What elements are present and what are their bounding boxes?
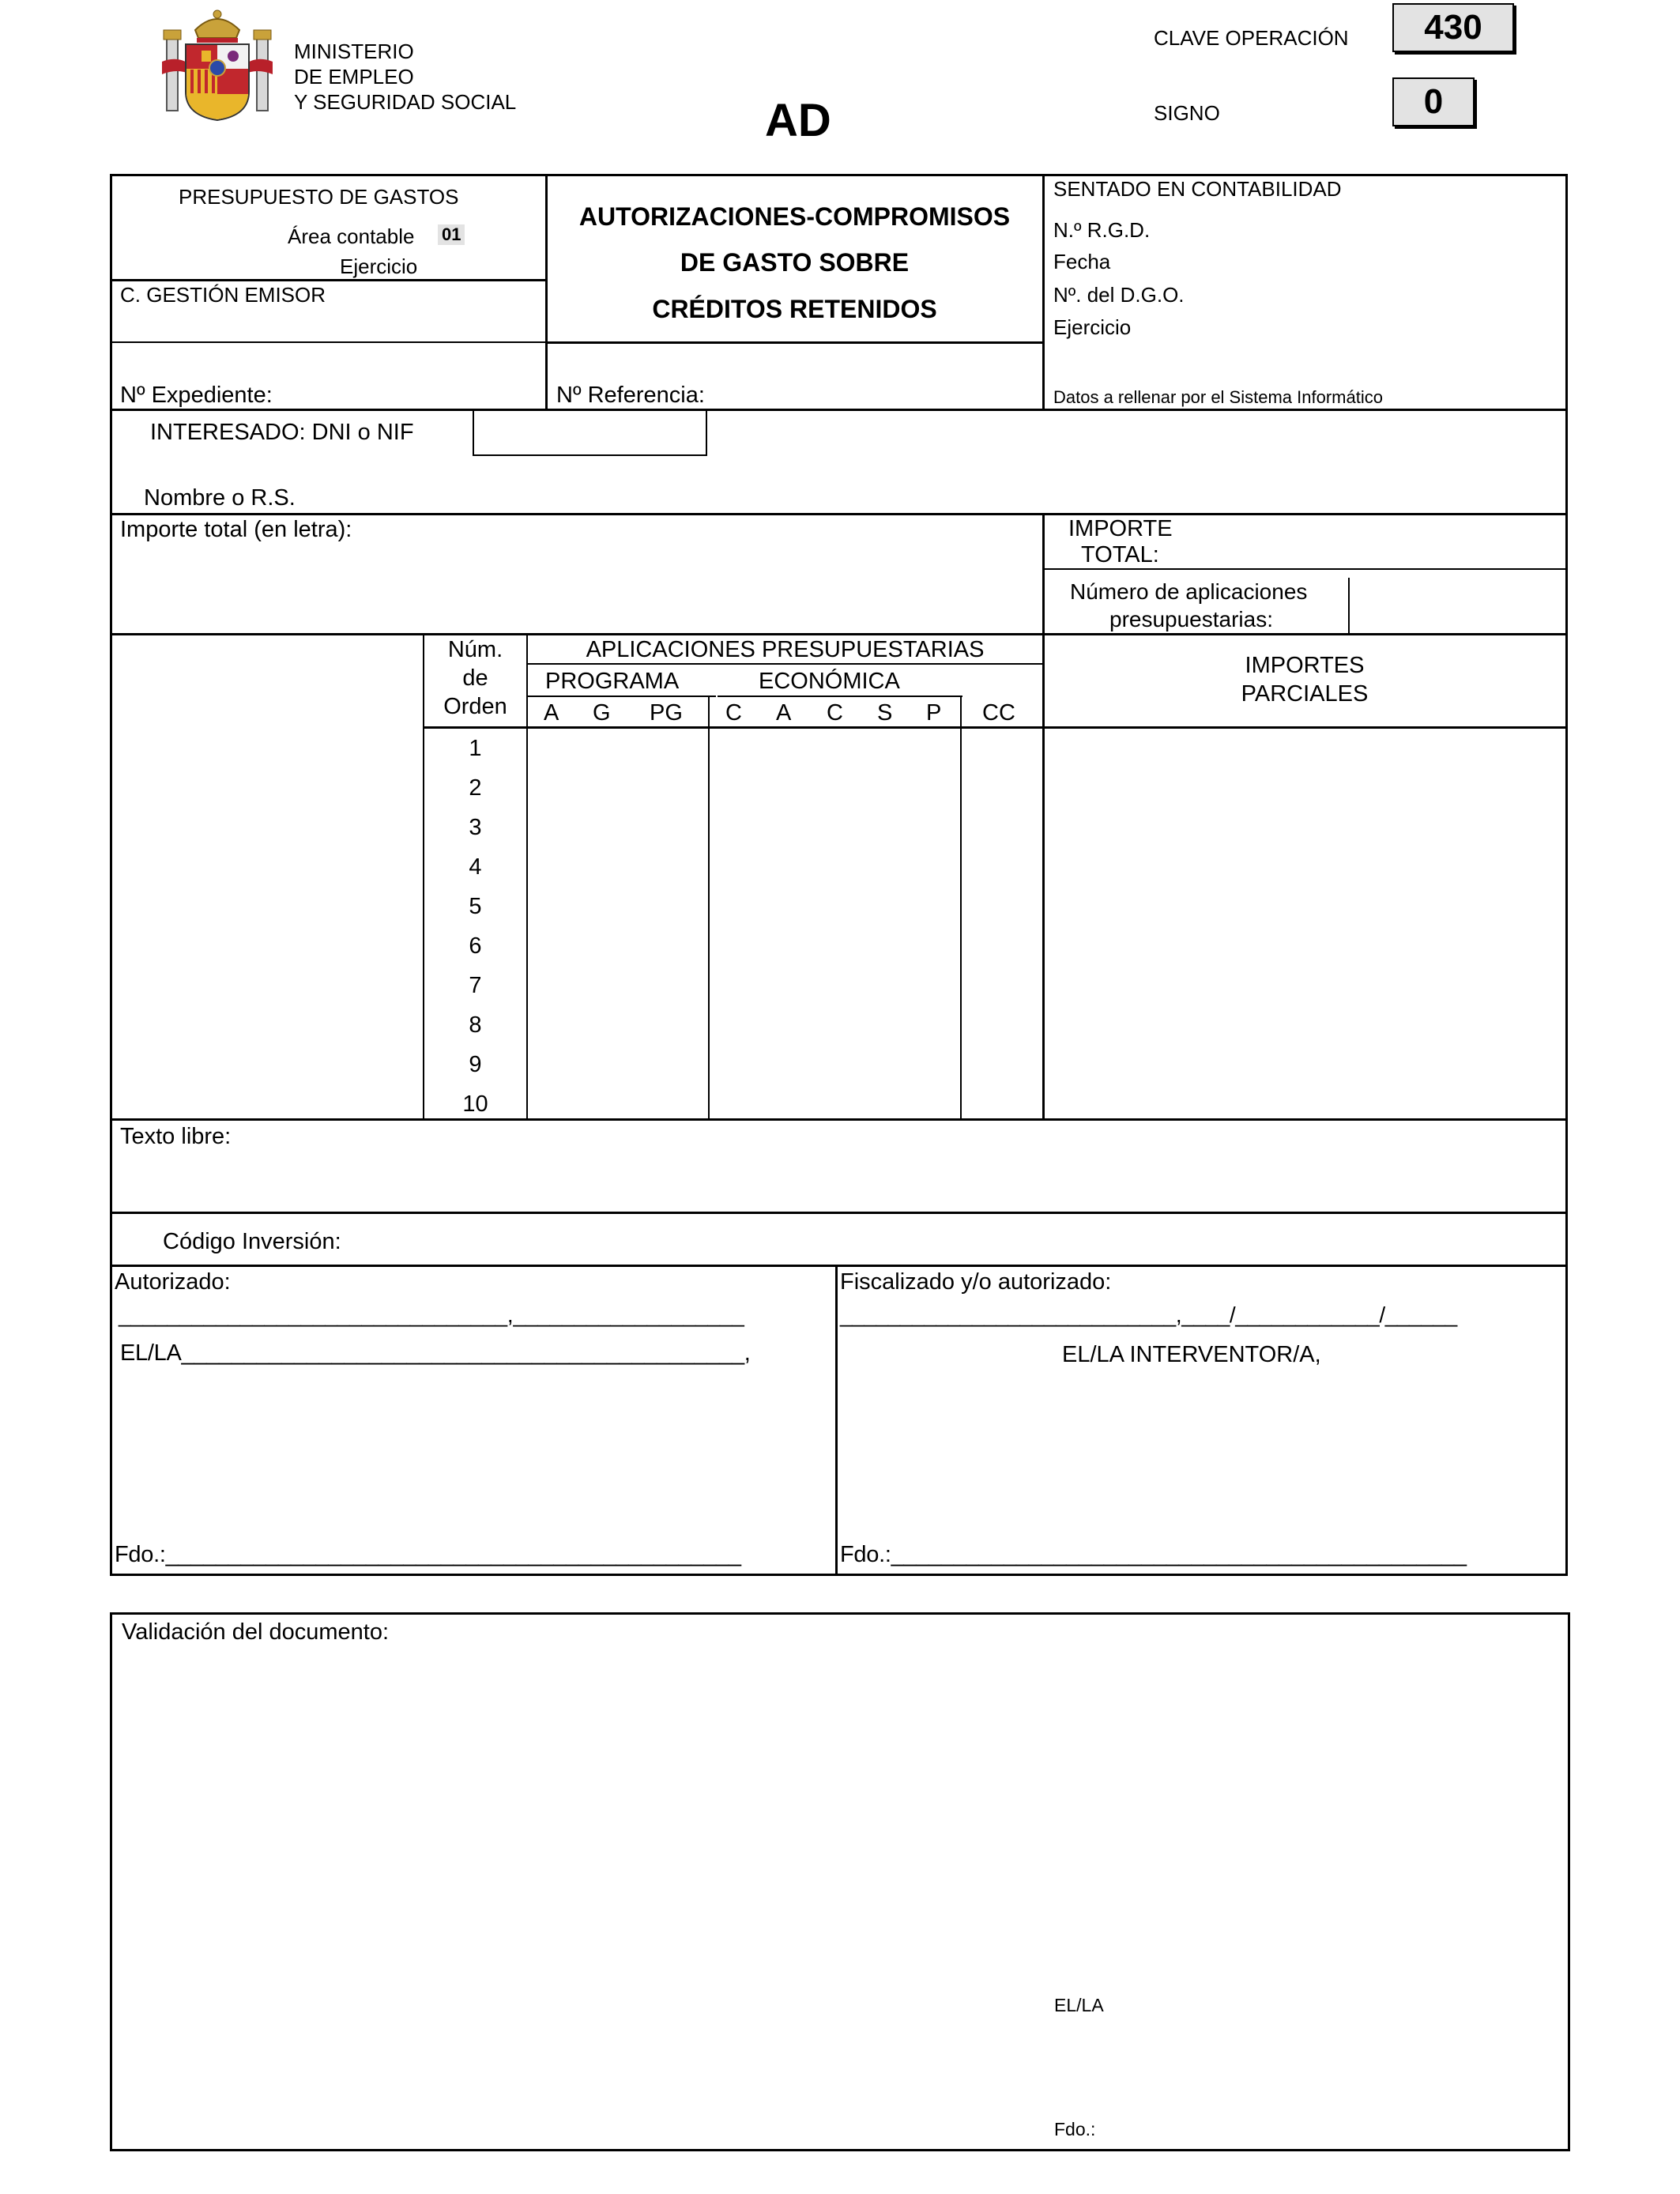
- form-title-line-1: AUTORIZACIONES-COMPROMISOS: [578, 202, 1011, 231]
- subcol-cc: CC: [982, 700, 1015, 726]
- subcol-a: A: [544, 700, 559, 726]
- autorizado-fdo-line: Fdo.:______________________________________________: [115, 1542, 741, 1567]
- accounting-ejercicio-label: Ejercicio: [1053, 315, 1132, 339]
- num-orden-header-3: Orden: [443, 694, 507, 719]
- accounting-title: SENTADO EN CONTABILIDAD: [1053, 177, 1342, 201]
- autorizado-label: Autorizado:: [115, 1269, 231, 1295]
- table-row-number: 4: [469, 854, 482, 880]
- subcol-pg: PG: [650, 700, 683, 726]
- table-row-number: 6: [469, 933, 482, 959]
- fiscalizado-place-date-line: ____________________________,____/____________/______: [840, 1302, 1457, 1327]
- gestion-emisor-label: C. GESTIÓN EMISOR: [120, 283, 326, 307]
- table-row-number: 5: [469, 894, 482, 919]
- texto-libre-label: Texto libre:: [120, 1124, 232, 1149]
- signo-label: SIGNO: [1154, 101, 1220, 125]
- expediente-label: Nº Expediente:: [120, 383, 273, 408]
- importe-total-label-2: TOTAL:: [1081, 542, 1159, 567]
- coat-of-arms-logo: [162, 6, 273, 123]
- fiscalizado-fdo-line: Fdo.:______________________________________________: [840, 1542, 1467, 1567]
- interesado-label: INTERESADO: DNI o NIF: [150, 420, 414, 445]
- form-title-line-2: DE GASTO SOBRE: [680, 248, 910, 277]
- rgd-label: N.º R.G.D.: [1053, 218, 1151, 242]
- num-aplicaciones-label-1: Número de aplicaciones: [1070, 579, 1308, 604]
- importes-parciales-header-2: PARCIALES: [1241, 681, 1369, 707]
- autorizado-place-date-line: ________________________________,___________________: [119, 1302, 744, 1327]
- dgo-label: Nº. del D.G.O.: [1053, 283, 1185, 307]
- nombre-label: Nombre o R.S.: [144, 485, 296, 511]
- table-row-number: 1: [469, 736, 482, 761]
- autorizado-ella-line: EL/LA_____________________________________________,: [120, 1340, 751, 1366]
- codigo-inversion-label: Código Inversión:: [163, 1229, 341, 1254]
- area-contable-value: 01: [438, 224, 465, 245]
- document-code: AD: [765, 95, 831, 146]
- interventor-label: EL/LA INTERVENTOR/A,: [1062, 1342, 1321, 1367]
- aplicaciones-header: APLICACIONES PRESUPUESTARIAS: [586, 637, 985, 662]
- subcol-p: P: [926, 700, 942, 726]
- fiscalizado-label: Fiscalizado y/o autorizado:: [840, 1269, 1112, 1295]
- validacion-label: Validación del documento:: [122, 1619, 390, 1645]
- clave-operacion-label: CLAVE OPERACIÓN: [1154, 26, 1349, 50]
- system-fill-note: Datos a rellenar por el Sistema Informático: [1053, 387, 1383, 407]
- num-orden-header-1: Núm.: [447, 637, 503, 662]
- ministry-line-2: DE EMPLEO: [294, 65, 414, 89]
- form-title-line-3: CRÉDITOS RETENIDOS: [652, 295, 937, 323]
- subcol-a2: A: [776, 700, 792, 726]
- subcol-c2: C: [827, 700, 843, 726]
- clave-operacion-value: 430: [1392, 3, 1514, 52]
- table-row-number: 10: [462, 1091, 488, 1117]
- table-row-number: 2: [469, 775, 482, 801]
- table-row-number: 9: [469, 1052, 482, 1077]
- economica-header: ECONÓMICA: [759, 669, 900, 694]
- validacion-fdo: Fdo.:: [1054, 2119, 1096, 2139]
- validation-box: [110, 1612, 1570, 2151]
- table-row-number: 8: [469, 1012, 482, 1038]
- importes-parciales-header-1: IMPORTES: [1245, 653, 1365, 678]
- fecha-label: Fecha: [1053, 250, 1111, 273]
- table-row-number: 7: [469, 973, 482, 998]
- budget-title: PRESUPUESTO DE GASTOS: [179, 185, 459, 209]
- programa-header: PROGRAMA: [545, 669, 680, 694]
- ministry-line-3: Y SEGURIDAD SOCIAL: [294, 90, 517, 114]
- referencia-label: Nº Referencia:: [556, 383, 705, 408]
- importe-total-label-1: IMPORTE: [1068, 516, 1173, 541]
- subcol-s: S: [877, 700, 893, 726]
- dni-nif-field[interactable]: [474, 410, 706, 454]
- ejercicio-label: Ejercicio: [340, 254, 418, 278]
- table-row-number: 3: [469, 815, 482, 840]
- validacion-ella: EL/LA: [1054, 1995, 1104, 2015]
- num-aplicaciones-label-2: presupuestarias:: [1109, 607, 1274, 631]
- subcol-c: C: [725, 700, 742, 726]
- signo-value: 0: [1392, 77, 1475, 126]
- ministry-line-1: MINISTERIO: [294, 40, 414, 63]
- subcol-g: G: [593, 700, 611, 726]
- importe-letra-label: Importe total (en letra):: [120, 517, 352, 542]
- area-contable-label: Área contable: [288, 224, 415, 248]
- num-orden-header-2: de: [462, 665, 488, 691]
